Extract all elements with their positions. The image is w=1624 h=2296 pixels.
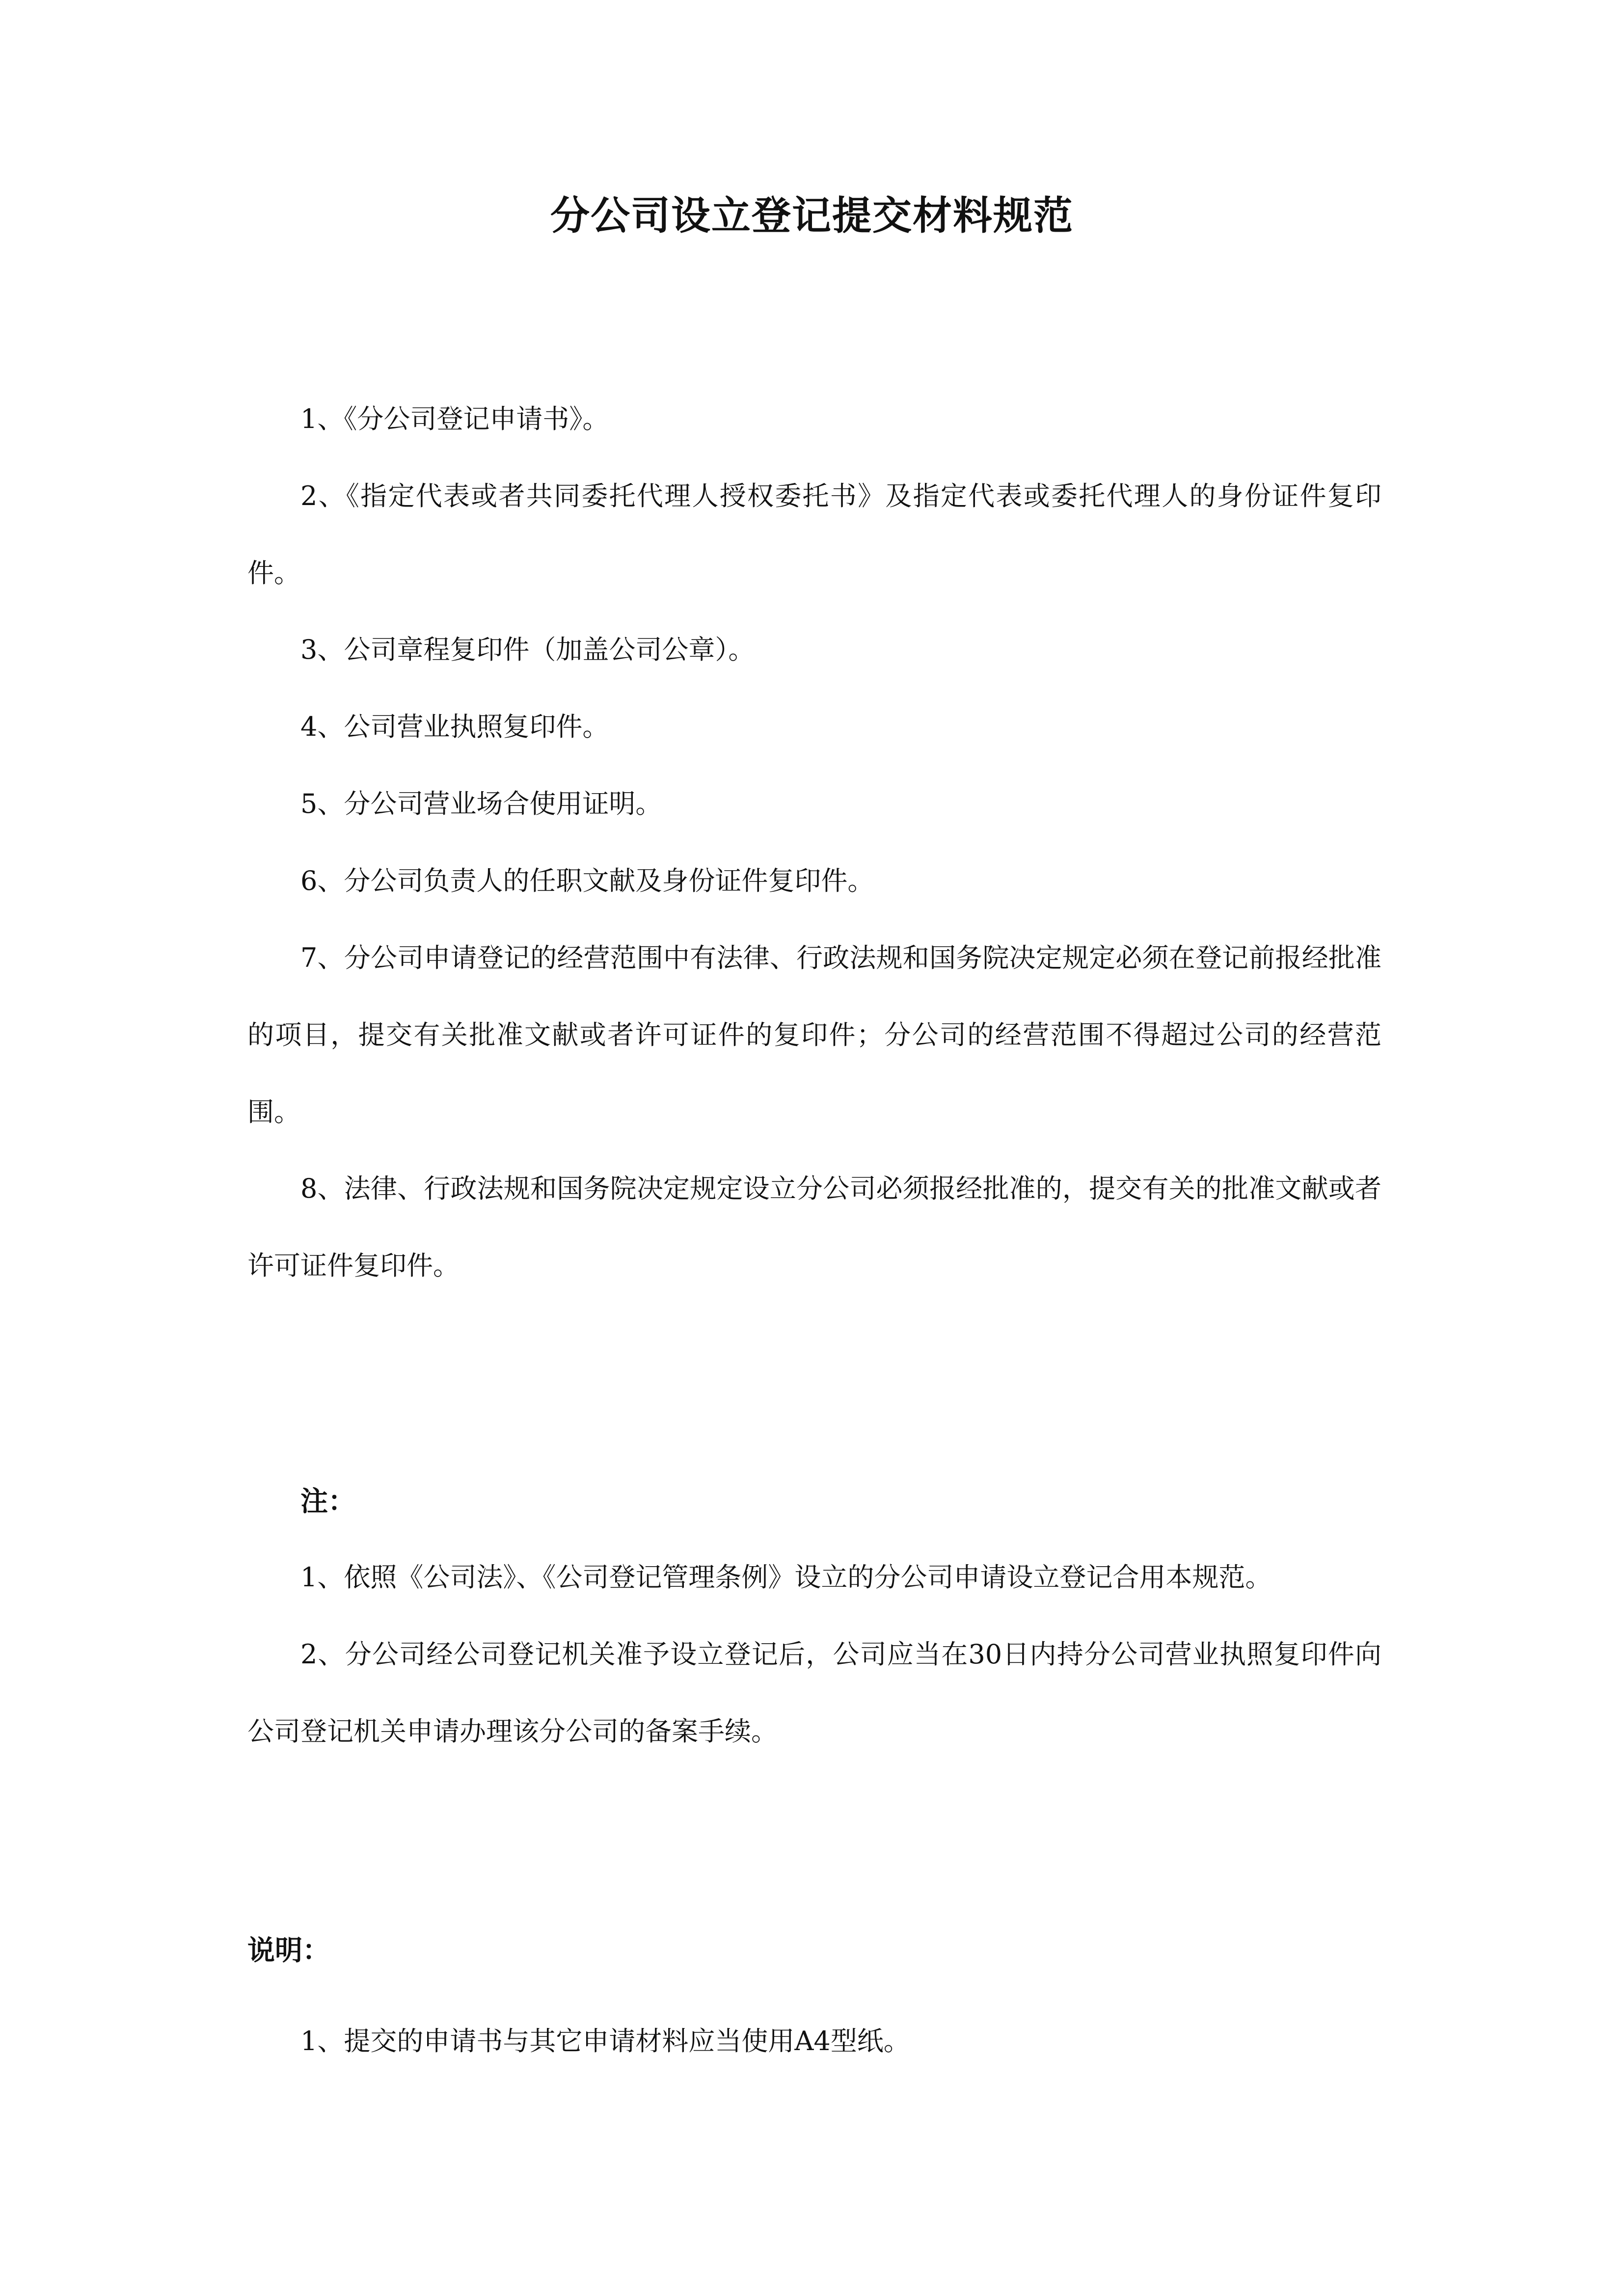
material-item-3: 3、公司章程复印件（加盖公司公章）。 — [300, 634, 755, 665]
notes-heading: 注： — [300, 1486, 355, 1518]
material-item-4: 4、公司营业执照复印件。 — [300, 711, 609, 742]
material-item-5: 5、分公司营业场合使用证明。 — [300, 788, 662, 819]
document-title: 分公司设立登记提交材料规范 — [550, 193, 1074, 239]
material-item-8: 8、法律、行政法规和国务院决定规定设立分公司必须报经批准的，提交有关的批准文献或者许可证件复印件。 — [247, 1173, 1381, 1281]
material-item-6: 6、分公司负责人的任职文献及身份证件复印件。 — [300, 865, 874, 896]
note-item-1: 1、依照《公司法》、《公司登记管理条例》设立的分公司申请设立登记合用本规范。 — [300, 1562, 1272, 1593]
material-item-2: 2、《指定代表或者共同委托代理人授权委托书》及指定代表或委托代理人的身份证件复印件。 — [247, 481, 1381, 588]
material-item-7: 7、分公司申请登记的经营范围中有法律、行政法规和国务院决定规定必须在登记前报经批准的项目，提交有关批准文献或者许可证件的复印件；分公司的经营范围不得超过公司的经营范围。 — [247, 942, 1381, 1127]
note-item-2: 2、分公司经公司登记机关准予设立登记后，公司应当在30日内持分公司营业执照复印件向公司登记机关申请办理该分公司的备案手续。 — [247, 1639, 1381, 1747]
material-item-1: 1、《分公司登记申请书》。 — [300, 403, 609, 434]
explanation-item-1: 1、提交的申请书与其它申请材料应当使用A4型纸。 — [300, 2026, 910, 2056]
explanation-heading: 说明： — [247, 1935, 330, 1967]
